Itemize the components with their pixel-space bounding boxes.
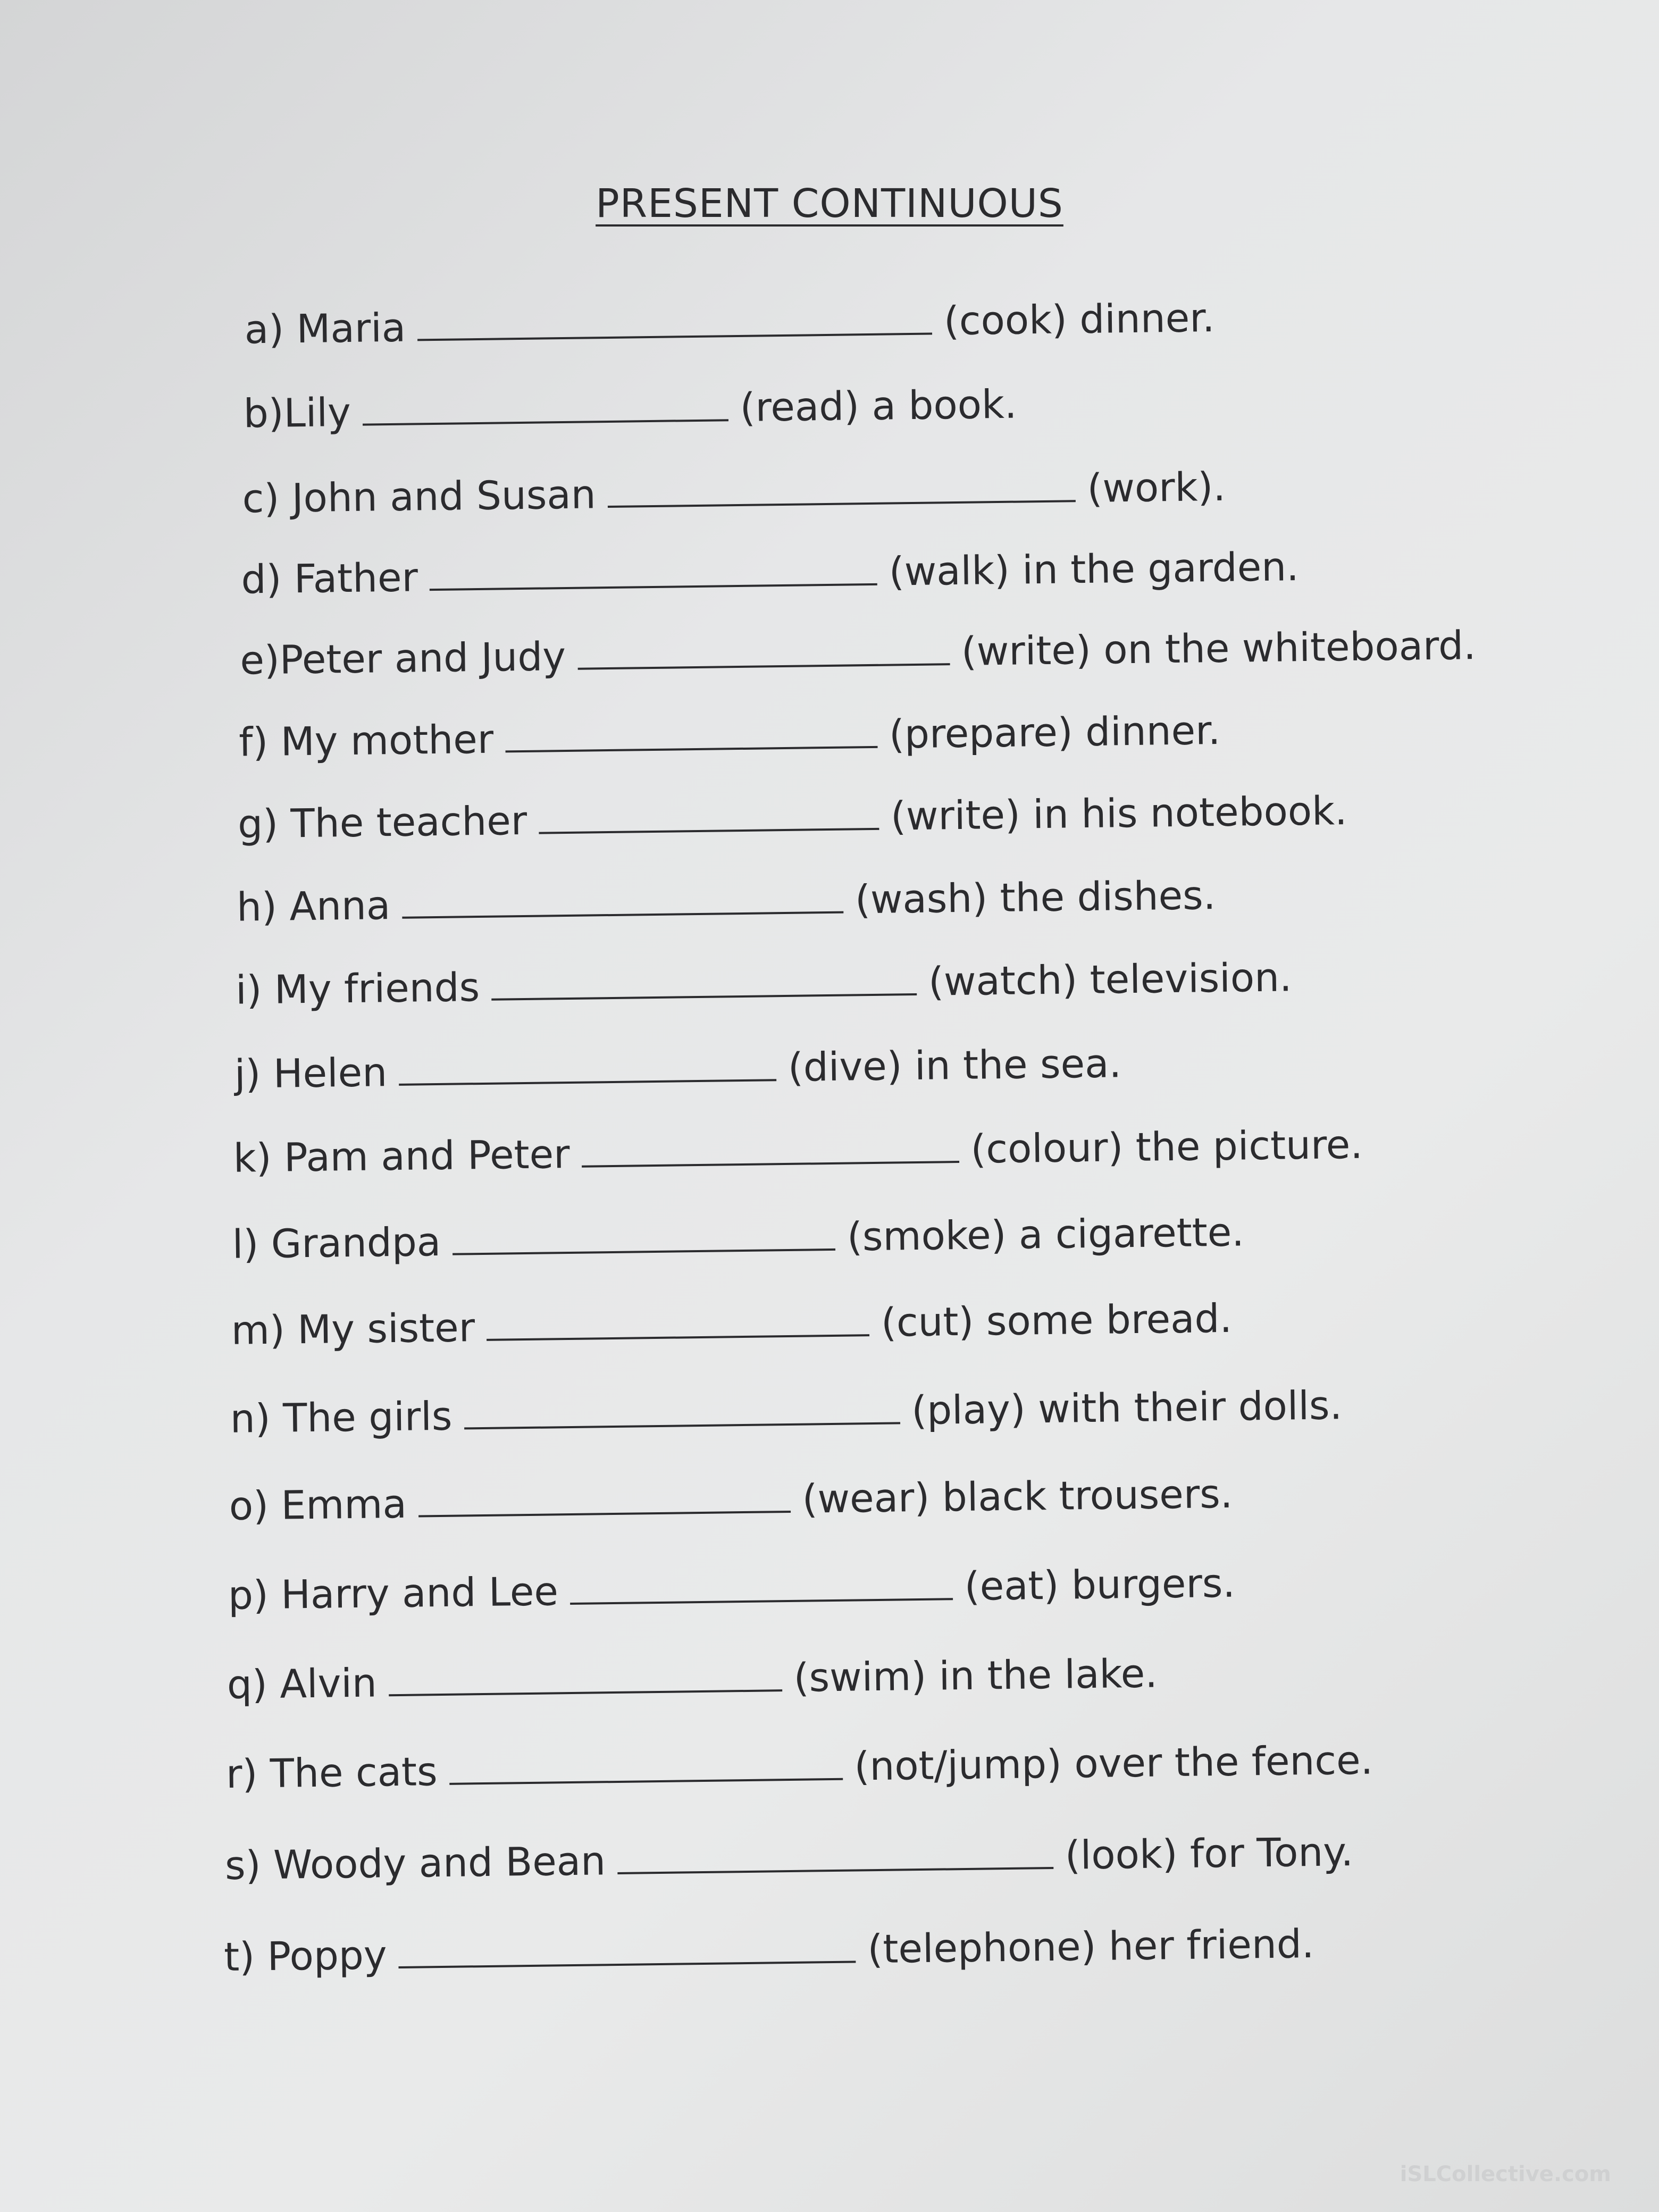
exercise-hint: (smoke) a cigarette.: [847, 1209, 1245, 1260]
exercise-hint: (swim) in the lake.: [793, 1650, 1158, 1701]
exercise-item: [234, 1041, 1122, 1097]
exercise-item: [225, 1737, 1373, 1797]
exercise-item: [235, 954, 1293, 1013]
answer-blank[interactable]: [429, 554, 877, 591]
answer-blank[interactable]: [362, 389, 728, 425]
site-watermark: iSLCollective.com: [1400, 2162, 1611, 2186]
exercise-label: e)Peter and Judy: [239, 633, 566, 684]
exercise-label: a) Maria: [244, 305, 406, 353]
exercise-label: g) The teacher: [237, 798, 527, 848]
exercise-item: [244, 295, 1215, 353]
exercise-hint: (not/jump) over the fence.: [853, 1737, 1373, 1790]
exercise-item: [224, 1829, 1354, 1889]
exercise-item: [233, 1121, 1363, 1182]
exercise-label: t) Poppy: [223, 1932, 388, 1981]
answer-blank[interactable]: [581, 1131, 959, 1168]
answer-blank[interactable]: [388, 1660, 782, 1696]
answer-blank[interactable]: [569, 1568, 953, 1605]
answer-blank[interactable]: [464, 1392, 900, 1429]
exercise-hint: (cook) dinner.: [943, 295, 1215, 345]
exercise-hint: (wash) the dishes.: [854, 873, 1216, 923]
worksheet-title: PRESENT CONTINUOUS: [596, 181, 1063, 227]
answer-blank[interactable]: [449, 1748, 843, 1785]
exercise-label: p) Harry and Lee: [228, 1569, 559, 1619]
exercise-label: s) Woody and Bean: [224, 1838, 606, 1889]
exercise-label: l) Grandpa: [232, 1219, 441, 1268]
exercise-hint: (write) in his notebook.: [890, 788, 1347, 840]
exercise-item: [237, 788, 1347, 848]
exercise-label: o) Emma: [229, 1481, 407, 1529]
answer-blank[interactable]: [617, 1837, 1054, 1874]
answer-blank[interactable]: [418, 1481, 791, 1518]
exercise-hint: (colour) the picture.: [970, 1121, 1363, 1172]
exercise-label: f) My mother: [238, 716, 494, 766]
answer-blank[interactable]: [399, 1049, 777, 1086]
exercise-hint: (prepare) dinner.: [889, 707, 1221, 758]
exercise-item: [239, 623, 1477, 684]
exercise-item: [227, 1650, 1158, 1708]
answer-blank[interactable]: [487, 1304, 870, 1341]
exercise-label: d) Father: [241, 555, 418, 603]
exercise-item: [229, 1471, 1233, 1529]
exercise-hint: (look) for Tony.: [1065, 1829, 1354, 1879]
exercise-label: m) My sister: [231, 1305, 475, 1354]
exercise-item: [238, 707, 1221, 766]
exercise-label: k) Pam and Peter: [233, 1131, 571, 1182]
exercise-item: [223, 1921, 1314, 1981]
answer-blank[interactable]: [402, 882, 844, 919]
answer-blank[interactable]: [417, 303, 933, 341]
exercise-label: i) My friends: [235, 965, 480, 1013]
exercise-item: [241, 544, 1300, 603]
exercise-hint: (wear) black trousers.: [802, 1471, 1233, 1522]
answer-blank[interactable]: [453, 1219, 836, 1255]
exercise-item: [231, 1295, 1233, 1354]
exercise-hint: (walk) in the garden.: [889, 544, 1300, 595]
exercise-hint: (cut) some bread.: [881, 1295, 1233, 1346]
exercise-label: r) The cats: [225, 1749, 438, 1797]
exercise-hint: (write) on the whiteboard.: [961, 623, 1477, 675]
answer-blank[interactable]: [398, 1931, 856, 1969]
exercise-label: q) Alvin: [227, 1660, 378, 1708]
exercise-hint: (eat) burgers.: [964, 1560, 1236, 1610]
answer-blank[interactable]: [607, 470, 1076, 508]
exercise-item: [243, 381, 1017, 437]
exercise-label: n) The girls: [230, 1393, 453, 1442]
exercise-item: [228, 1560, 1236, 1619]
answer-blank[interactable]: [539, 798, 879, 834]
exercise-item: [230, 1382, 1343, 1442]
answer-blank[interactable]: [491, 963, 917, 1001]
exercise-hint: (play) with their dolls.: [911, 1382, 1343, 1434]
exercise-item: [236, 873, 1216, 931]
exercise-hint: (watch) television.: [928, 954, 1293, 1005]
answer-blank[interactable]: [505, 716, 878, 753]
exercise-label: c) John and Susan: [242, 472, 597, 522]
exercise-label: j) Helen: [234, 1050, 388, 1097]
exercise-hint: (dive) in the sea.: [787, 1041, 1122, 1091]
exercise-label: h) Anna: [236, 883, 391, 931]
exercise-hint: (telephone) her friend.: [867, 1921, 1314, 1973]
exercise-label: b)Lily: [243, 389, 351, 437]
exercise-hint: (read) a book.: [740, 381, 1017, 431]
exercise-hint: (work).: [1087, 464, 1226, 512]
exercise-item: [242, 464, 1226, 522]
answer-blank[interactable]: [577, 633, 950, 670]
exercise-item: [232, 1209, 1245, 1268]
